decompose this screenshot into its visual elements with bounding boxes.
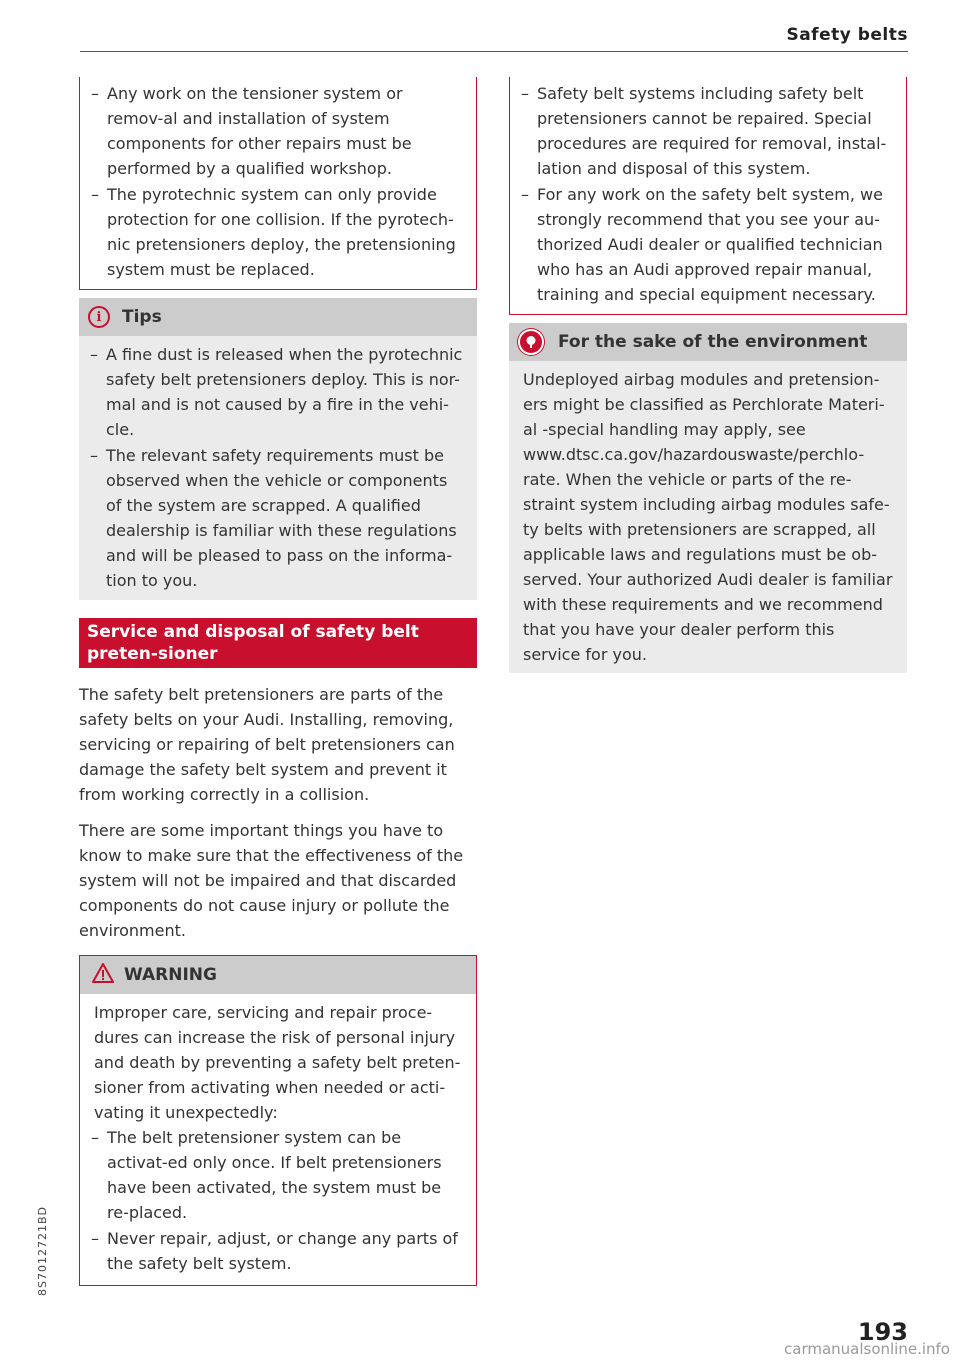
tips-list (79, 342, 463, 593)
paragraph: There are some important things you have to know to make sure that the effectiveness of the system will not be impaired and that discarded components do not cause injury or pollute the environment. (79, 821, 464, 940)
environment-header (509, 323, 907, 361)
environment-title: For the sake of the environment (558, 332, 868, 352)
list-item: – Any work on the tensioner system or remov-al and installation of system components for other repairs must be performed by a qualified workshop. (80, 81, 462, 181)
list-item: – A fine dust is released when the pyrotechnic safety belt pretensioners deploy. This is nor-mal and is not caused by a fire in the vehi-cle. (79, 342, 463, 442)
header-title: Safety belts (786, 25, 908, 45)
list-item: – The belt pretensioner system can be activat-ed only once. If belt pretensioners have been activated, the system must be re-placed. (80, 1125, 462, 1225)
watermark: carmanualsonline.info (784, 1340, 950, 1358)
section-heading: Service and disposal of safety belt preten-sioner (79, 618, 477, 668)
header-rule (80, 51, 908, 52)
list-item: – The pyrotechnic system can only provide protection for one collision. If the pyrotech-nic pretensioners deploy, the pretensioning system must be replaced. (80, 182, 462, 282)
document-code: 8S7012721BD (36, 1206, 49, 1296)
tips-title: Tips (122, 307, 162, 327)
warning-title: WARNING (124, 965, 217, 985)
tree-icon (518, 329, 544, 355)
warning-continued-box (509, 77, 907, 315)
warning-icon (92, 963, 114, 988)
list-item: – The relevant safety requirements must be observed when the vehicle or components of the system are scrapped. A qualified dealership is familiar with these regulations and will be pleased to pass on the informa-tion to you. (79, 443, 463, 593)
warning-continued-list (510, 81, 892, 307)
list-item: – Never repair, adjust, or change any parts of the safety belt system. (80, 1226, 462, 1276)
warning-box (79, 955, 477, 1286)
tips-box (79, 298, 477, 600)
warning-list (80, 1125, 462, 1276)
warning-header (80, 956, 476, 994)
list-item: – Safety belt systems including safety belt pretensioners cannot be repaired. Special procedures are required for removal, instal-lation and disposal of this system. (510, 81, 892, 181)
page-number: 193 (857, 1318, 908, 1346)
warning-continued-box (79, 77, 477, 290)
tips-header (79, 298, 477, 336)
environment-body: Undeployed airbag modules and pretension-ers might be classified as Perchlorate Materi-al -special handling may apply, see www.dtsc.ca.gov/hazardouswaste/perchlo-rate. When the vehicle or parts of the re-straint system including airbag modules safe-ty belts with pretensioners are scrapped, all applicable laws and regulations must be ob-served. Your authorized Audi dealer is familiar with these requirements and we recommend that you have your dealer perform this service for you. (523, 370, 893, 664)
list-item: – For any work on the safety belt system, we strongly recommend that you see your au-thorized Audi dealer or qualified technician who has an Audi approved repair manual, training and special equipment necessary. (510, 182, 892, 307)
paragraph: The safety belt pretensioners are parts of the safety belts on your Audi. Installing, removing, servicing or repairing of belt pretensioners can damage the safety belt system and prevent it from working correctly in a collision. (79, 685, 455, 804)
warning-intro: Improper care, servicing and repair proce-dures can increase the risk of personal injury and death by preventing a safety belt preten-sioner from activating when needed or acti-vating it unexpectedly: (94, 1003, 461, 1122)
environment-box (509, 323, 907, 673)
info-icon: i (88, 306, 110, 328)
warning-continued-list (80, 81, 462, 282)
